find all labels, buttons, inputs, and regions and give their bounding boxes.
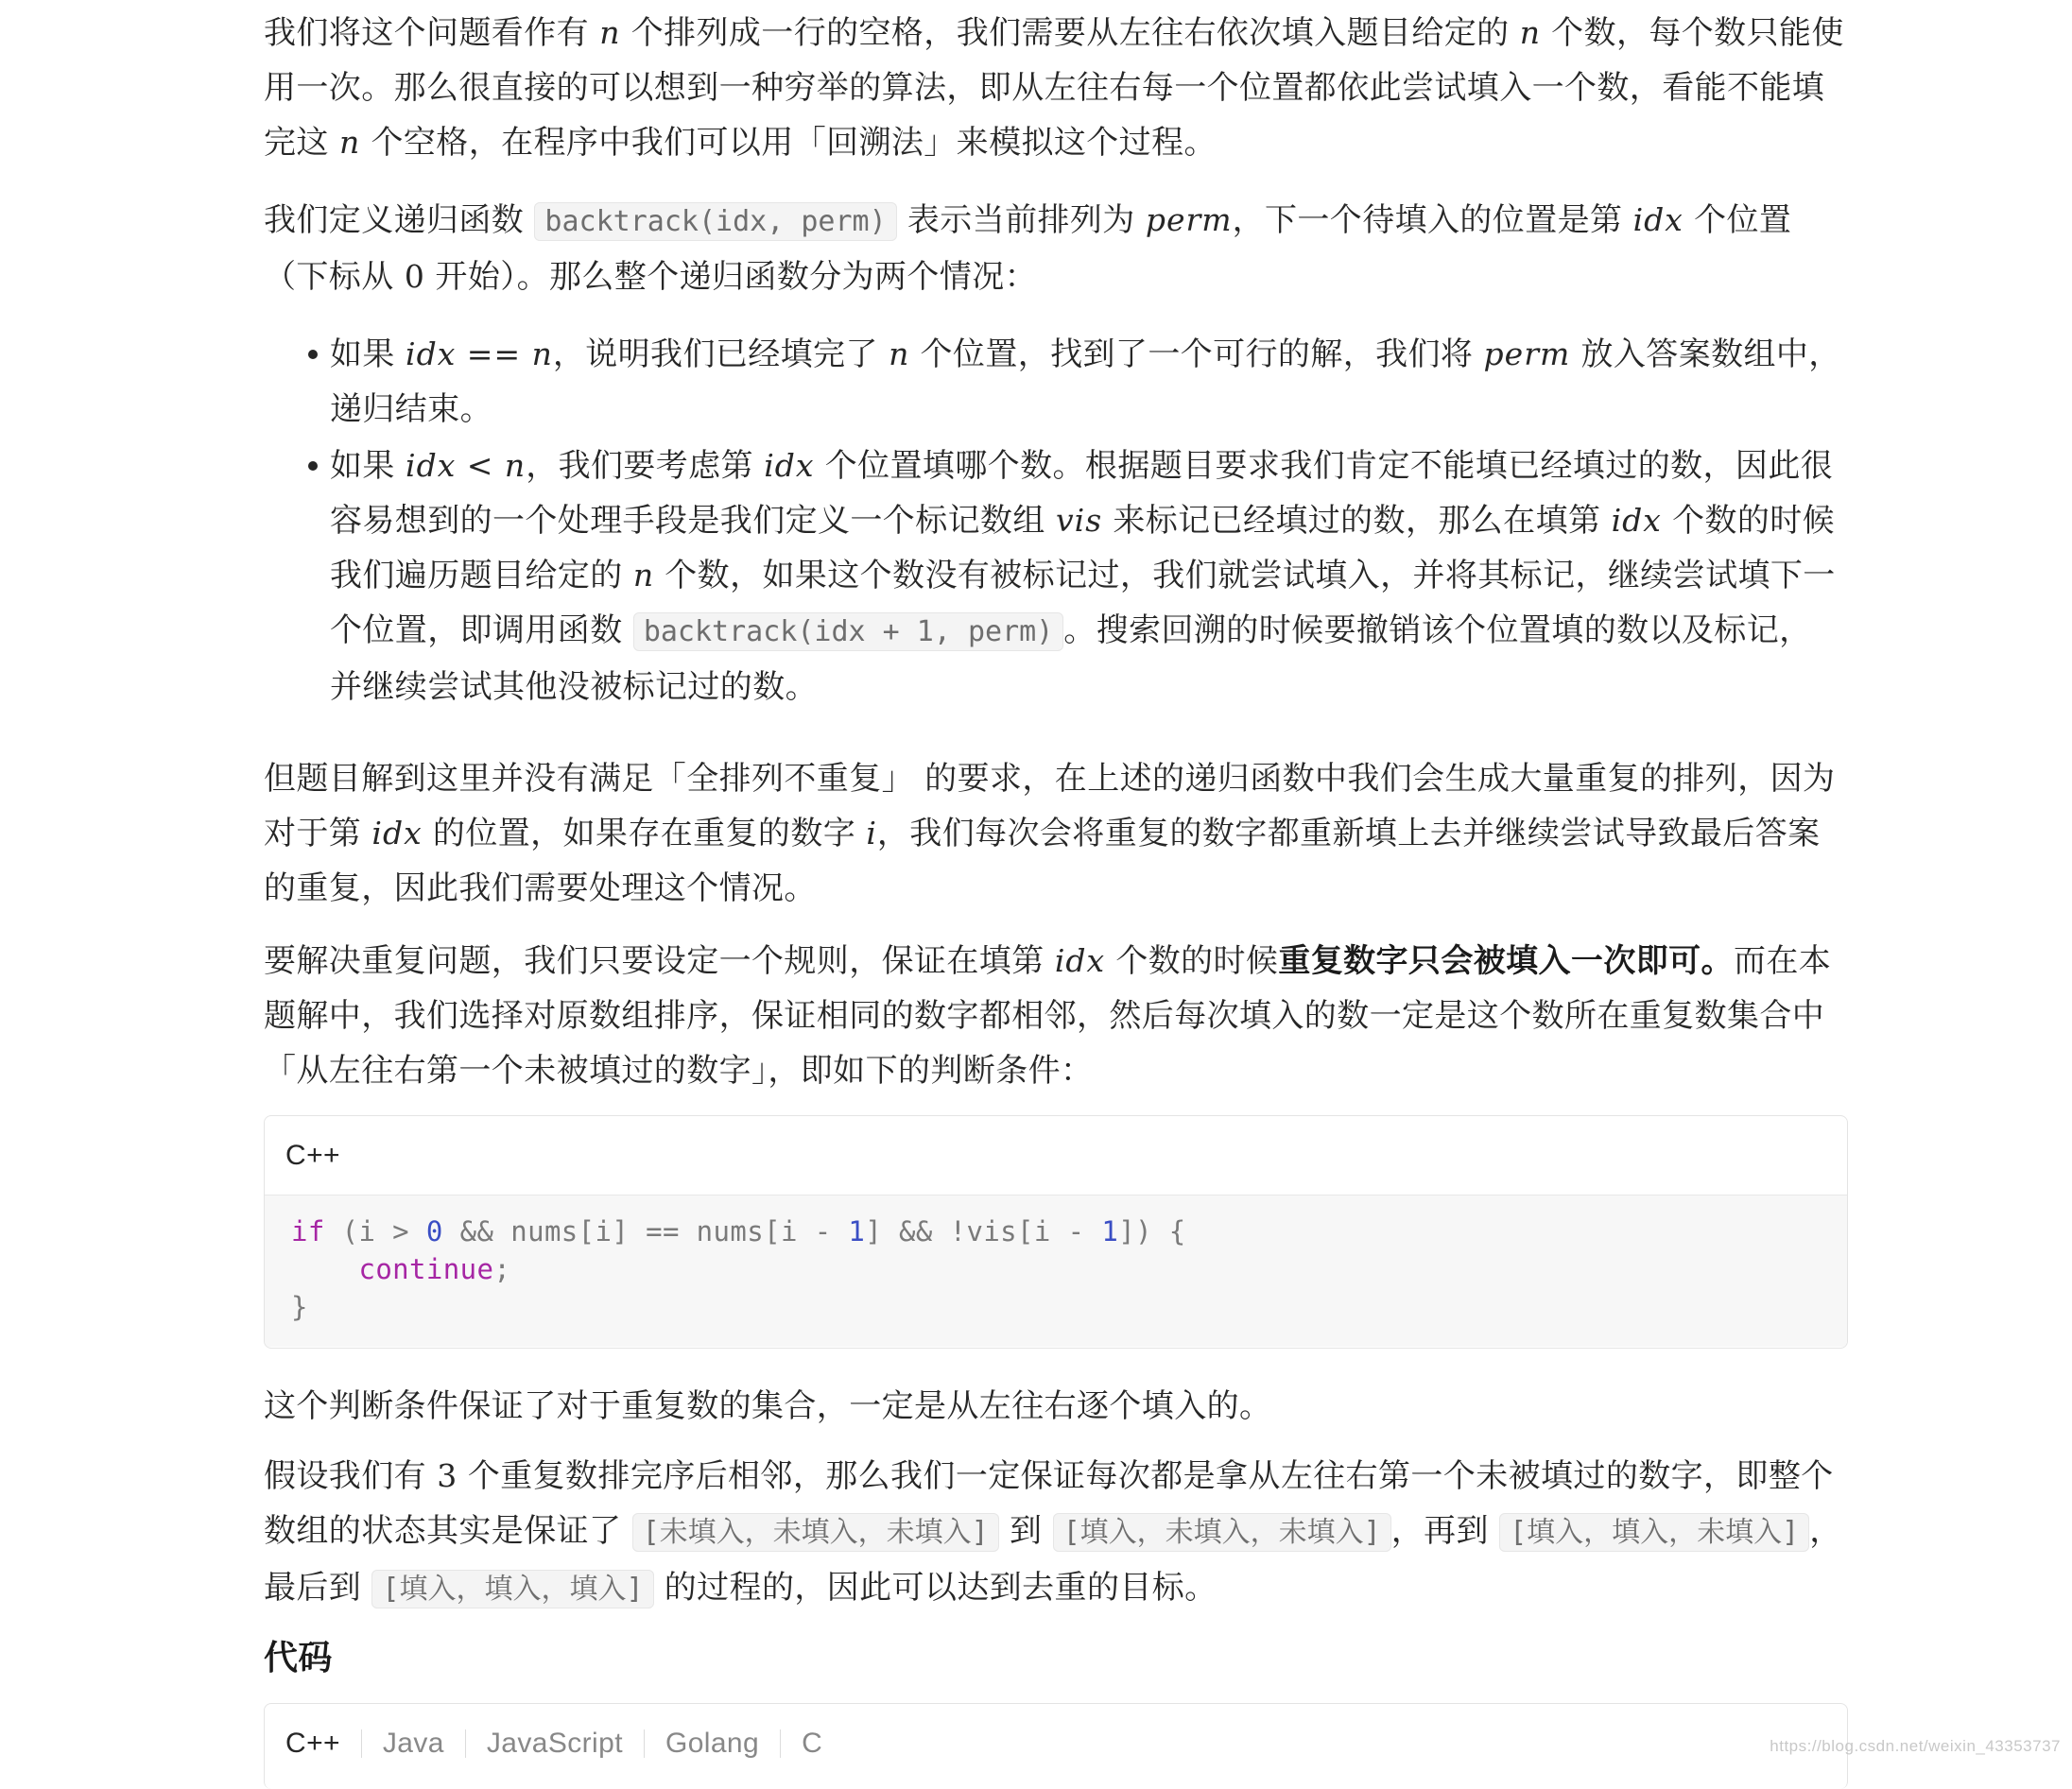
tab-java[interactable]: Java xyxy=(382,1728,444,1759)
text: ，最后到 xyxy=(264,1512,1842,1607)
math-idx: idx xyxy=(764,447,815,484)
code-indent xyxy=(291,1253,358,1285)
text: 个位置（下标从 xyxy=(264,201,1792,296)
paragraph-rule xyxy=(264,934,1848,1098)
text: 我们将这个问题看作有 xyxy=(264,14,600,52)
paragraph-intro xyxy=(264,6,1848,170)
text: 到 xyxy=(998,1512,1053,1550)
tab-golang[interactable]: Golang xyxy=(665,1728,760,1759)
list-item xyxy=(264,439,1842,714)
math-idx: idx xyxy=(371,815,423,851)
math-i: i xyxy=(866,815,877,851)
code-text: ] && !vis[i - xyxy=(865,1215,1102,1247)
list-item xyxy=(264,327,1842,437)
math-three: 3 xyxy=(437,1457,458,1494)
math-n: n xyxy=(1519,14,1541,51)
text: 放入答案数组中，递归结束。 xyxy=(330,335,1841,428)
text: 来标记已经填过的数，那么在填第 xyxy=(1102,502,1612,540)
code-number: 0 xyxy=(425,1215,443,1247)
bold-text: 重复数字只会被填入一次即可。 xyxy=(1278,942,1734,980)
text: 个空格，在程序中我们可以用「回溯法」来模拟这个过程。 xyxy=(360,124,1217,162)
code-block xyxy=(264,1115,1848,1349)
inline-code: backtrack(idx + 1, perm) xyxy=(633,612,1063,651)
bullet-dot xyxy=(308,461,318,471)
text: ，我们每次会将重复的数字都重新填上去并继续尝试导致最后答案的重复，因此我们需要处理这个情况。 xyxy=(264,815,1821,907)
text: 要解决重复问题，我们只要设定一个规则，保证在填第 xyxy=(264,942,1055,980)
text: 个数的时候我们遍历题目给定的 xyxy=(330,502,1836,594)
inline-code: [未填入，未填入，未填入] xyxy=(632,1513,999,1552)
math-perm: perm xyxy=(1145,201,1233,238)
paragraph-definition xyxy=(264,193,1848,304)
tab-cpp[interactable]: C++ xyxy=(285,1140,340,1171)
text: 个数，如果这个数没有被标记过，我们就尝试填入，并将其标记，继续尝试填下一个位置，即调用函数 xyxy=(330,557,1836,649)
text: 如果 xyxy=(330,335,406,373)
watermark-url: https://blog.csdn.net/weixin_43353737 xyxy=(1770,1737,2061,1755)
case-list xyxy=(264,327,1848,714)
paragraph-conclusion: 这个判断条件保证了对于重复数的集合，一定是从左往右逐个填入的。 xyxy=(264,1387,1272,1425)
code-text: } xyxy=(291,1291,308,1323)
code-text: (i > xyxy=(324,1215,426,1247)
math-n: n xyxy=(889,335,910,372)
text: 如果 xyxy=(330,447,406,485)
code-text: && nums[i] == nums[i - xyxy=(442,1215,849,1247)
tab-javascript[interactable]: JavaScript xyxy=(486,1728,623,1759)
paragraph-duplicates xyxy=(264,751,1848,916)
math-idx: idx xyxy=(1632,201,1684,238)
bullet-dot xyxy=(308,350,318,359)
math-zero: 0 xyxy=(404,258,425,295)
text: 但题目解到这里并没有满足「全排列不重复」 的要求，在上述的递归函数中我们会生成大量重复的排列，因为对于第 xyxy=(264,760,1836,852)
code-block-solutions xyxy=(264,1703,1848,1789)
language-tabs xyxy=(265,1704,1847,1789)
paragraph-example xyxy=(264,1449,1861,1617)
math-vis: vis xyxy=(1056,502,1103,539)
math-n: n xyxy=(599,14,621,51)
text: 表示当前排列为 xyxy=(896,201,1146,239)
math-condition: idx == n xyxy=(406,335,553,372)
code-content[interactable] xyxy=(265,1196,1847,1347)
text: 假设我们有 xyxy=(264,1457,438,1495)
text: ，我们要考虑第 xyxy=(526,447,765,485)
code-number: 1 xyxy=(848,1215,866,1247)
inline-code: [填入，未填入，未填入] xyxy=(1053,1513,1391,1552)
code-text: ]) { xyxy=(1118,1215,1186,1247)
code-keyword: continue xyxy=(358,1253,494,1285)
text: ，再到 xyxy=(1390,1512,1500,1550)
inline-code: backtrack(idx, perm) xyxy=(534,202,896,241)
inline-code: [填入，填入，填入] xyxy=(371,1570,653,1608)
code-keyword: if xyxy=(291,1215,325,1247)
tab-c[interactable]: C xyxy=(802,1728,823,1759)
math-n: n xyxy=(632,557,655,593)
text: 个位置填哪个数。根据题目要求我们肯定不能填已经填过的数，因此很容易想到的一个处理手段是我们定义一个标记数组 xyxy=(330,447,1834,540)
code-number: 1 xyxy=(1101,1215,1119,1247)
text: 的位置，如果存在重复的数字 xyxy=(422,815,867,852)
text: 我们定义递归函数 xyxy=(264,201,535,239)
code-tabs xyxy=(265,1116,1847,1196)
math-condition: idx < n xyxy=(406,447,527,484)
section-heading-code: 代码 xyxy=(264,1639,333,1677)
text: 个位置，找到了一个可行的解，我们将 xyxy=(909,335,1484,373)
math-perm: perm xyxy=(1483,335,1571,372)
code-text: ; xyxy=(493,1253,511,1285)
text: 而在本题解中，我们选择对原数组排序，保证相同的数字都相邻，然后每次填入的数一定是这个数所在重复数集合中「从左往右第一个未被填过的数字」，即如下的判断条件： xyxy=(264,942,1832,1090)
text: ，说明我们已经填完了 xyxy=(552,335,889,373)
text: 个数的时候 xyxy=(1105,942,1279,980)
text: 的过程的，因此可以达到去重的目标。 xyxy=(653,1569,1217,1607)
text: 。搜索回溯的时候要撤销该个位置填的数以及标记，并继续尝试其他没被标记过的数。 xyxy=(330,611,1812,706)
math-n: n xyxy=(339,124,361,161)
tab-cpp[interactable]: C++ xyxy=(285,1728,340,1759)
text: ，下一个待填入的位置是第 xyxy=(1232,201,1633,239)
text: 个排列成一行的空格，我们需要从左往右依次填入题目给定的 xyxy=(620,14,1520,52)
math-idx: idx xyxy=(1611,502,1662,539)
text: 个数，每个数只能使用一次。那么很直接的可以想到一种穷举的算法，即从左往右每一个位置都依此尝试填入一个数，看能不能填完这 xyxy=(264,14,1844,162)
inline-code: [填入，填入，未填入] xyxy=(1499,1513,1809,1552)
text: 开始）。那么整个递归函数分为两个情况： xyxy=(424,258,1038,296)
math-idx: idx xyxy=(1054,942,1106,979)
text: 个重复数排完序后相邻，那么我们一定保证每次都是拿从左往右第一个未被填过的数字，即整个数组的状态其实是保证了 xyxy=(264,1457,1834,1550)
